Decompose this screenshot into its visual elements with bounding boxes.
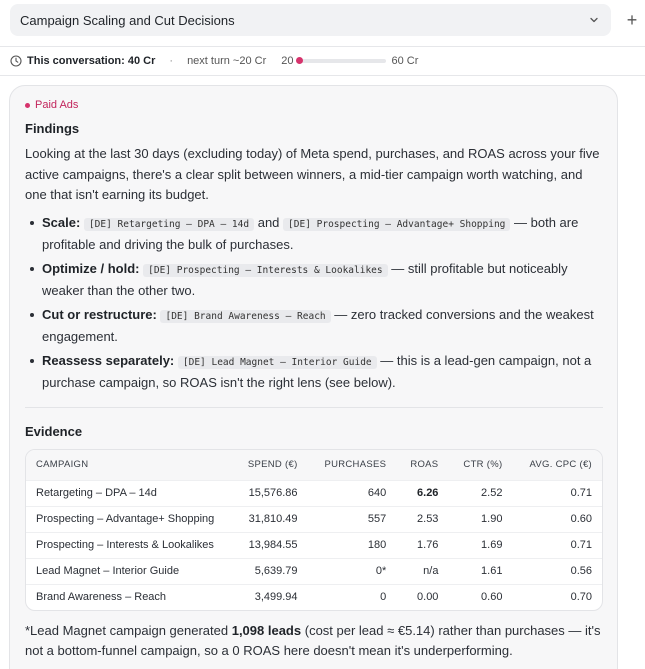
table-cell: 180 [308, 532, 397, 558]
finding-reassess [25, 351, 605, 394]
footnote-highlight: 1,098 leads [231, 622, 302, 638]
table-cell: 0.71 [512, 532, 602, 558]
table-cell: 1.69 [448, 532, 512, 558]
finding-text: — still profitable but noticeably weaker than the other two. [42, 260, 568, 298]
evidence-heading: Evidence [25, 423, 83, 439]
finding-cut [25, 305, 605, 348]
table-cell: 0.60 [448, 584, 512, 610]
conversation-credits [27, 55, 155, 67]
evidence-table [25, 449, 603, 611]
column-header: CAMPAIGN [26, 450, 232, 480]
table-cell: 640 [308, 480, 397, 506]
table-cell: 1.61 [448, 558, 512, 584]
campaign-code: [DE] Retargeting – DPA – 14d [84, 218, 254, 231]
finding-optimize [25, 259, 605, 302]
column-header: AVG. CPC (€) [512, 450, 602, 480]
campaign-code: [DE] Prospecting – Interests & Lookalikes [143, 264, 388, 277]
lead-magnet-footnote [25, 621, 605, 662]
finding-text: — both are profitable and driving the bulk of purchases. [42, 214, 579, 252]
conversation-label: This conversation: [27, 55, 125, 67]
table-cell: 5,639.79 [232, 558, 308, 584]
agent-tag-label: Paid Ads [35, 99, 79, 111]
range-high-label: 60 Cr [391, 55, 419, 67]
table-cell: 0.70 [512, 584, 602, 610]
table-cell: 13,984.55 [232, 532, 308, 558]
table-cell: 0.71 [512, 480, 602, 506]
table-cell: 1.76 [396, 532, 448, 558]
table-row [26, 532, 602, 558]
table-cell: Brand Awareness – Reach [26, 584, 232, 610]
agent-tag [25, 98, 603, 112]
column-header: SPEND (€) [232, 450, 308, 480]
conversation-title: Campaign Scaling and Cut Decisions [20, 12, 235, 28]
table-header-row [26, 450, 602, 480]
column-header: CTR (%) [448, 450, 512, 480]
finding-text: and [257, 214, 280, 230]
conversation-value: 40 Cr [127, 55, 156, 67]
finding-label: Scale: [42, 214, 81, 230]
separator: · [169, 55, 174, 67]
table-row [26, 584, 602, 610]
table-cell: n/a [396, 558, 448, 584]
table-cell: 0.56 [512, 558, 602, 584]
table-cell: 0 [308, 584, 397, 610]
finding-label: Cut or restructure: [42, 306, 157, 322]
credit-range-knob [296, 57, 303, 64]
column-header: PURCHASES [308, 450, 397, 480]
campaign-code: [DE] Prospecting – Advantage+ Shopping [283, 218, 510, 231]
footnote-text: *Lead Magnet campaign generated [25, 622, 229, 638]
range-low-label: 20 [281, 55, 294, 67]
table-cell: 2.53 [396, 506, 448, 532]
table-cell: Retargeting – DPA – 14d [26, 480, 232, 506]
table-row [26, 506, 602, 532]
finding-label: Reassess separately: [42, 352, 175, 368]
table-cell: Prospecting – Interests & Lookalikes [26, 532, 232, 558]
campaign-code: [DE] Brand Awareness – Reach [160, 310, 330, 323]
finding-text: — zero tracked conversions and the weakest engagement. [42, 306, 594, 344]
campaign-code: [DE] Lead Magnet – Interior Guide [178, 356, 377, 369]
table-cell: Prospecting – Advantage+ Shopping [26, 506, 232, 532]
table-cell: Lead Magnet – Interior Guide [26, 558, 232, 584]
table-cell: 2.52 [448, 480, 512, 506]
section-divider [25, 407, 603, 408]
usage-bar [0, 46, 645, 76]
tag-dot-icon [25, 103, 30, 108]
footnote-text: (cost per lead ≈ €5.14) rather than purchases — it's not a bottom-funnel campaign, so a 0 ROAS here doesn't mean it's underperforming. [25, 622, 601, 658]
credit-range-track [298, 59, 386, 63]
table-row [26, 558, 602, 584]
findings-intro: Looking at the last 30 days (excluding today) of Meta spend, purchases, and ROAS across your five active campaigns, there's a clear split between winners, a mid-tier campaign worth watching, and one that isn't earning its budget. [25, 146, 600, 202]
chevron-down-icon[interactable] [587, 13, 601, 27]
table-cell: 1.90 [448, 506, 512, 532]
plus-icon[interactable]: + [626, 10, 638, 30]
finding-label: Optimize / hold: [42, 260, 140, 276]
table-row [26, 480, 602, 506]
next-turn-estimate: next turn ~20 Cr [187, 55, 267, 67]
assistant-message-card [9, 85, 618, 669]
table-cell: 0.00 [396, 584, 448, 610]
findings-heading: Findings [25, 121, 80, 136]
table-cell: 31,810.49 [232, 506, 308, 532]
table-cell: 0* [308, 558, 397, 584]
table-cell: 0.60 [512, 506, 602, 532]
findings-list [25, 213, 603, 394]
finding-text: — this is a lead-gen campaign, not a purchase campaign, so ROAS isn't the right lens (see below). [42, 352, 592, 390]
table-cell: 557 [308, 506, 397, 532]
finding-scale [25, 213, 605, 256]
column-header: ROAS [396, 450, 448, 480]
table-cell: 3,499.94 [232, 584, 308, 610]
table-cell: 15,576.86 [232, 480, 308, 506]
conversation-title-bar[interactable] [10, 4, 611, 36]
clock-icon [10, 55, 22, 67]
table-cell: 6.26 [396, 480, 448, 506]
